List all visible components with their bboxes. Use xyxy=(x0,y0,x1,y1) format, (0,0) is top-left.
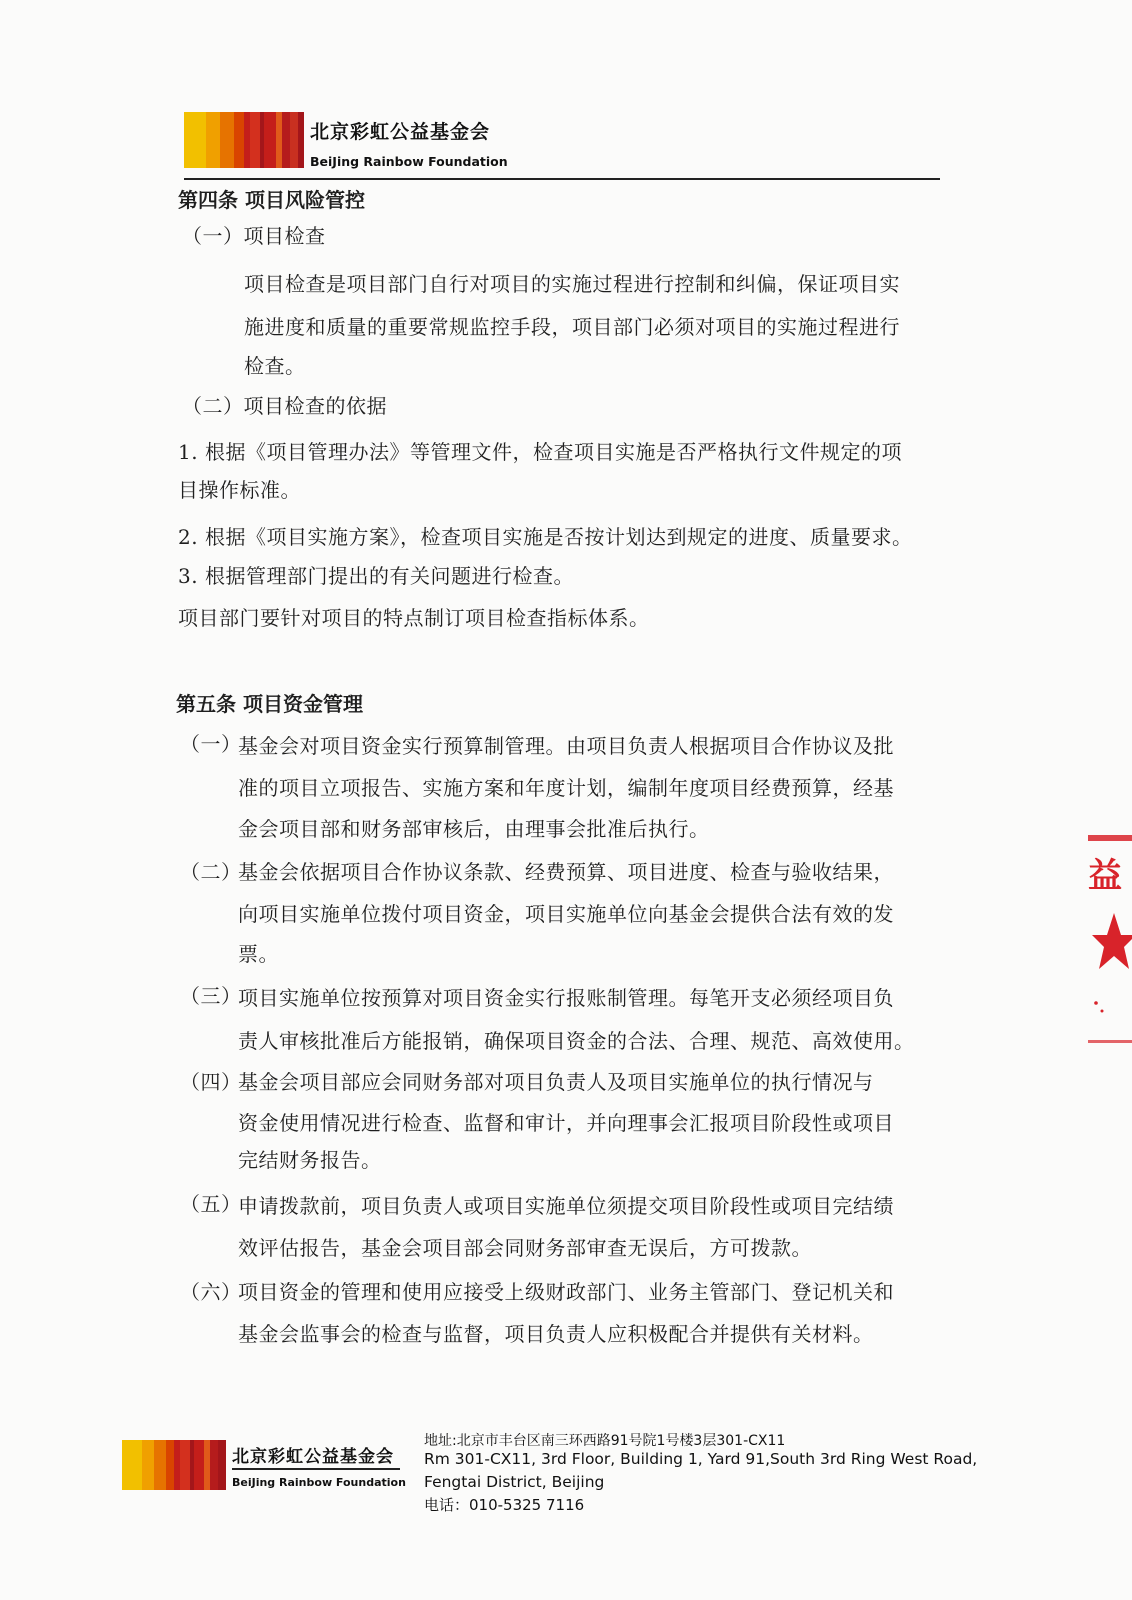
article5-heading: 第五条 项目资金管理 xyxy=(176,692,363,716)
article5-item-line: 项目实施单位按预算对项目资金实行报账制管理。每笔开支必须经项目负 xyxy=(238,986,894,1010)
article5-item-line: 责人审核批准后方能报销，确保项目资金的合法、合理、规范、高效使用。 xyxy=(238,1029,915,1053)
footer-phone: 电话：010-5325 7116 xyxy=(424,1496,585,1514)
article5-item-marker: （四） xyxy=(180,1070,242,1094)
article5-item-line: 完结财务报告。 xyxy=(238,1148,382,1172)
footer-address-en-line2: Fengtai District, Beijing xyxy=(424,1473,605,1491)
article4-sec1-line: 施进度和质量的重要常规监控手段，项目部门必须对项目的实施过程进行 xyxy=(244,315,900,339)
header-rule xyxy=(184,178,940,180)
seal-stamp-fragment xyxy=(1086,835,1132,1065)
article4-basis-line: 3. 根据管理部门提出的有关问题进行检查。 xyxy=(178,564,574,588)
article5-item-line: 金会项目部和财务部审核后，由理事会批准后执行。 xyxy=(238,817,710,841)
article4-basis-line: 2. 根据《项目实施方案》，检查项目实施是否按计划达到规定的进度、质量要求。 xyxy=(178,525,913,549)
footer-address-cn: 地址:北京市丰台区南三环西路91号院1号楼3层301-CX11 xyxy=(424,1433,786,1449)
header-org-name-en: BeiJing Rainbow Foundation xyxy=(310,154,508,169)
header-logo-gradient xyxy=(184,112,304,168)
article5-item-line: 票。 xyxy=(238,942,279,966)
footer-address-en-line1: Rm 301-CX11, 3rd Floor, Building 1, Yard 91,South 3rd Ring West Road, xyxy=(424,1450,978,1468)
article5-item-line: 准的项目立项报告、实施方案和年度计划，编制年度项目经费预算，经基 xyxy=(238,776,894,800)
article5-item-line: 效评估报告，基金会项目部会同财务部审查无误后，方可拨款。 xyxy=(238,1236,812,1260)
header-org-name-cn: 北京彩虹公益基金会 xyxy=(310,121,491,143)
article5-item-marker: （二） xyxy=(180,860,242,884)
article4-sec1-line: 检查。 xyxy=(244,354,306,378)
footer-org-name-cn: 北京彩虹公益基金会 xyxy=(232,1447,394,1467)
stamp-char: 益 xyxy=(1088,856,1122,896)
article5-item-marker: （六） xyxy=(180,1280,242,1304)
article4-basis-line: 1. 根据《项目管理办法》等管理文件，检查项目实施是否严格执行文件规定的项 xyxy=(178,440,902,464)
article4-sec2-title: （二）项目检查的依据 xyxy=(182,394,387,418)
article5-item-line: 申请拨款前，项目负责人或项目实施单位须提交项目阶段性或项目完结绩 xyxy=(238,1194,894,1218)
article5-item-line: 基金会监事会的检查与监督，项目负责人应积极配合并提供有关材料。 xyxy=(238,1322,874,1346)
footer-rule xyxy=(232,1468,400,1470)
article5-item-line: 项目资金的管理和使用应接受上级财政部门、业务主管部门、登记机关和 xyxy=(238,1280,894,1304)
article5-item-marker: （五） xyxy=(180,1192,242,1216)
article4-heading: 第四条 项目风险管控 xyxy=(178,188,365,212)
article4-basis-line: 目操作标准。 xyxy=(178,478,301,502)
article5-item-line: 基金会依据项目合作协议条款、经费预算、项目进度、检查与验收结果， xyxy=(238,860,894,884)
article5-item-line: 资金使用情况进行检查、监督和审计，并向理事会汇报项目阶段性或项目 xyxy=(238,1111,894,1135)
article5-item-line: 基金会对项目资金实行预算制管理。由项目负责人根据项目合作协议及批 xyxy=(238,734,894,758)
footer-logo-gradient xyxy=(122,1440,226,1490)
article4-sec1-line: 项目检查是项目部门自行对项目的实施过程进行控制和纠偏，保证项目实 xyxy=(244,272,900,296)
article5-item-marker: （三） xyxy=(180,984,242,1008)
article5-item-line: 向项目实施单位拨付项目资金，项目实施单位向基金会提供合法有效的发 xyxy=(238,902,894,926)
article4-sec1-title: （一）项目检查 xyxy=(182,224,326,248)
article4-basis-line: 项目部门要针对项目的特点制订项目检查指标体系。 xyxy=(178,606,650,630)
article5-item-marker: （一） xyxy=(180,732,242,756)
article5-item-line: 基金会项目部应会同财务部对项目负责人及项目实施单位的执行情况与 xyxy=(238,1070,874,1094)
footer-org-name-en: BeiJing Rainbow Foundation xyxy=(232,1476,406,1489)
